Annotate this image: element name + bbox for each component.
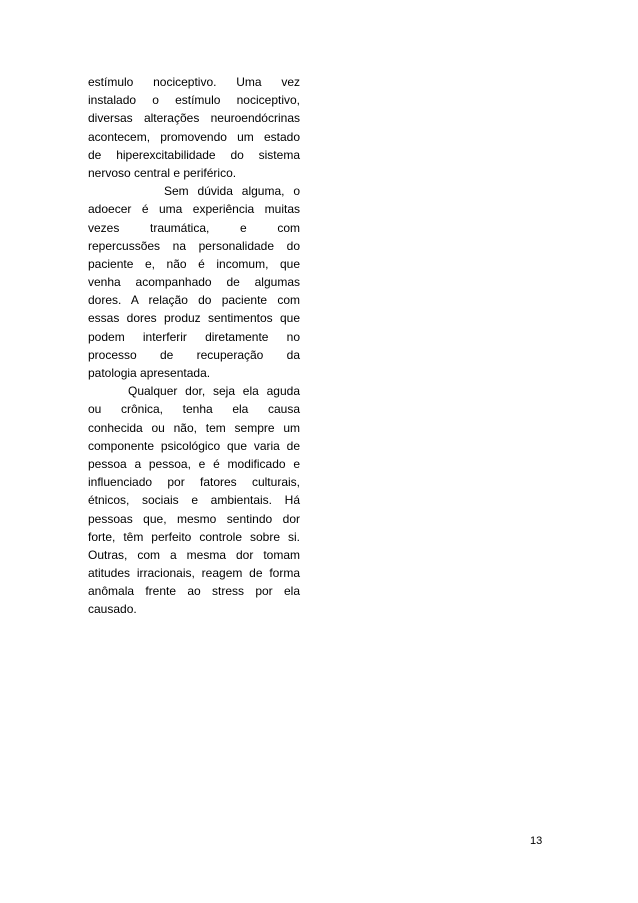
- text-line: acontecem, promovendo um estado: [88, 129, 300, 144]
- text-line: pessoas que, mesmo sentindo dor: [88, 511, 300, 526]
- text-line: causado.: [88, 602, 137, 617]
- text-line: podem interferir diretamente no: [88, 329, 300, 344]
- text-line: diversas alterações neuroendócrinas: [88, 111, 300, 126]
- text-line: Sem dúvida alguma, o: [164, 184, 300, 199]
- text-line: instalado o estímulo nociceptivo,: [88, 93, 300, 108]
- text-line: influenciado por fatores culturais,: [88, 475, 300, 490]
- text-line: essas dores produz sentimentos que: [88, 311, 300, 326]
- text-line: nervoso central e periférico.: [88, 165, 237, 180]
- text-line: étnicos, sociais e ambientais. Há: [88, 493, 300, 508]
- text-column: [88, 73, 300, 619]
- text-line: vezes traumática, e com: [88, 220, 300, 235]
- text-line: dores. A relação do paciente com: [88, 293, 300, 308]
- paragraph: [88, 382, 300, 618]
- text-line: venha acompanhado de algumas: [88, 275, 300, 290]
- text-line: patologia apresentada.: [88, 366, 211, 380]
- text-line: Qualquer dor, seja ela aguda: [128, 384, 300, 399]
- text-line: repercussões na personalidade do: [88, 238, 300, 253]
- text-line: de hiperexcitabilidade do sistema: [88, 147, 300, 162]
- text-line: adoecer é uma experiência muitas: [88, 202, 300, 217]
- text-line: paciente e, não é incomum, que: [88, 256, 300, 271]
- text-line: processo de recuperação da: [88, 347, 300, 362]
- text-line: atitudes irracionais, reagem de forma: [88, 566, 300, 581]
- text-line: ou crônica, tenha ela causa: [88, 402, 300, 417]
- paragraph: [88, 73, 300, 182]
- text-line: forte, têm perfeito controle sobre si.: [88, 529, 300, 544]
- text-line: pessoa a pessoa, e é modificado e: [88, 456, 300, 471]
- text-line: anômala frente ao stress por ela: [88, 584, 300, 599]
- text-line: conhecida ou não, tem sempre um: [88, 420, 300, 435]
- paragraph: [88, 182, 300, 382]
- text-line: componente psicológico que varia de: [88, 438, 300, 453]
- text-line: estímulo nociceptivo. Uma vez: [88, 75, 300, 89]
- page-number: 13: [530, 835, 543, 847]
- text-line: Outras, com a mesma dor tomam: [88, 547, 300, 562]
